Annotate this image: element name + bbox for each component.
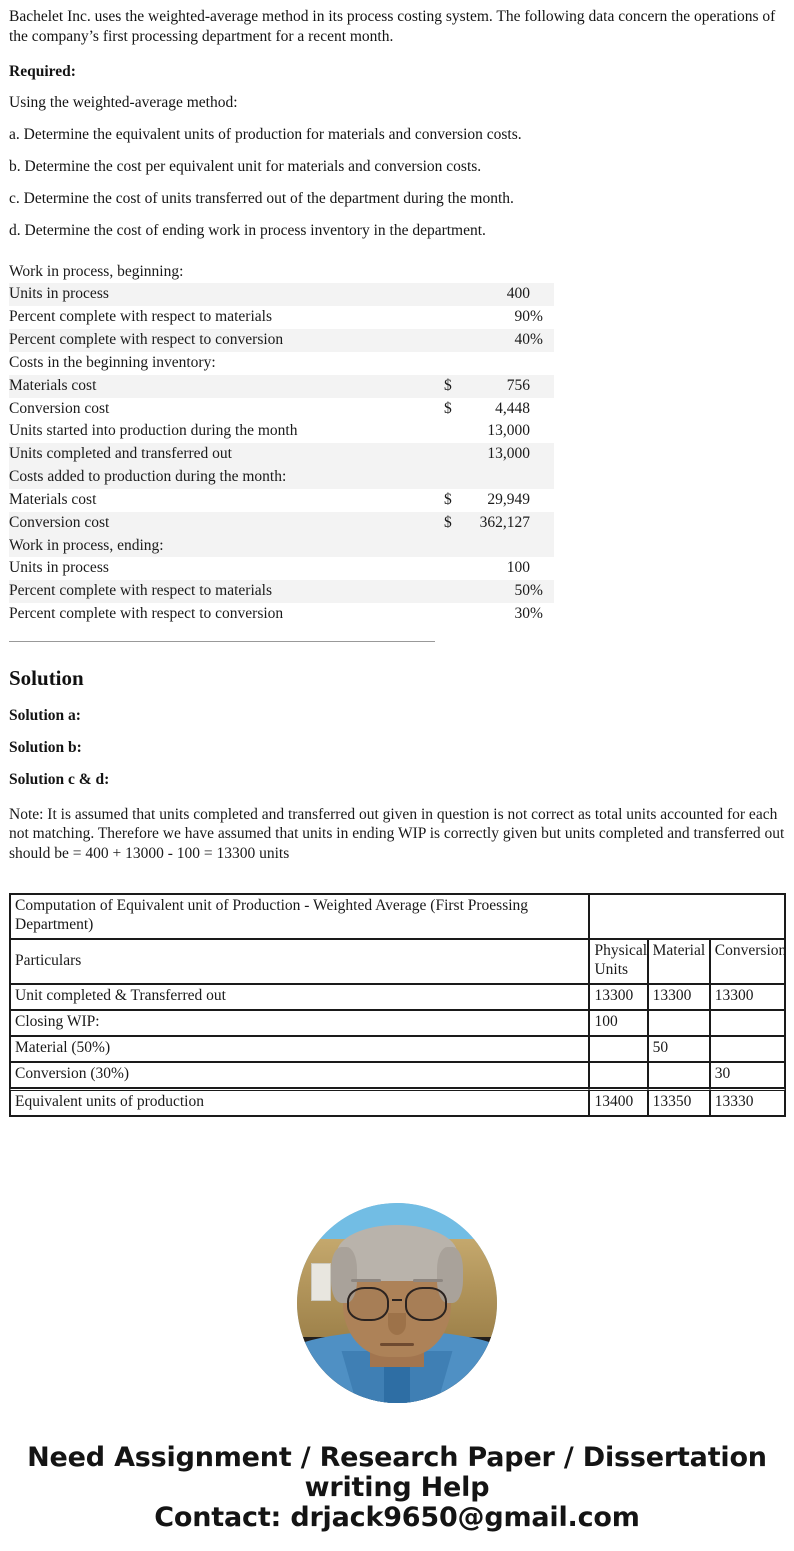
row-gap [436,489,444,512]
row-gap [436,557,444,580]
cell-conversion: 30 [710,1062,785,1088]
row-gap [436,329,444,352]
row-suffix [530,420,554,443]
row-value: 30 [514,605,530,623]
header-particulars: Particulars [10,939,589,984]
row-currency [444,420,458,443]
row-label: Percent complete with respect to conversion [9,329,436,352]
row-label: Costs in the beginning inventory: [9,353,216,371]
row-label: Work in process, beginning: [9,262,184,280]
row-label: Costs added to production during the month: [9,466,436,489]
avatar-nose [388,1313,406,1335]
table-row [9,375,554,398]
cell-material [648,1010,710,1036]
cell-material [648,1062,710,1088]
row-value: 100 [506,559,530,577]
computation-table [9,893,786,1117]
row-label: Percent complete with respect to materials [9,580,436,603]
row-currency: $ [444,375,458,398]
given-data-table [9,261,554,644]
row-label: Materials cost [9,375,436,398]
row-gap [436,512,444,535]
solution-part-b: Solution b: [9,738,82,756]
row-currency [444,306,458,329]
table-row [9,306,554,329]
footer-advert [9,1403,785,1551]
row-currency [444,443,458,466]
row-suffix [530,352,554,375]
cell-particulars: Unit completed & Transferred out [10,984,589,1010]
row-currency [444,329,458,352]
row-value: 90 [514,308,530,326]
given-data-section [9,247,785,644]
table-row [9,329,554,352]
cell-physical-units [589,1062,647,1088]
row-suffix: % [530,308,543,326]
row-currency [444,352,458,375]
computation-title-row [10,894,785,939]
cell-conversion: 13330 [710,1088,785,1116]
avatar-eyebrow-left [351,1279,381,1282]
row-value [458,466,530,489]
row-label: Materials cost [9,490,97,508]
row-suffix [530,261,554,284]
row-gap [436,443,444,466]
table-row [9,512,554,535]
avatar [297,1203,497,1403]
row-label: Conversion cost [9,512,436,535]
row-currency [444,261,458,284]
required-label: Required: [9,62,76,80]
row-gap [436,535,444,558]
footer-line-2: writing Help [304,1471,490,1503]
row-currency: $ [444,399,452,417]
table-row [9,466,554,489]
row-suffix: % [530,329,554,352]
footer-line-1: Need Assignment / Research Paper / Dissertation [27,1441,767,1473]
row-currency [444,603,458,626]
row-gap [436,466,444,489]
table-row [9,580,554,603]
row-label: Percent complete with respect to conversion [9,605,284,623]
row-suffix [530,535,554,558]
method-line: Using the weighted-average method: [9,94,238,112]
row-suffix [530,489,554,512]
row-label: Percent complete with respect to materials [9,308,272,326]
cell-particulars: Material (50%) [10,1036,589,1062]
table-bottom-rule-cell [9,626,554,644]
avatar-eyeglass-left [347,1287,389,1321]
row-gap [436,398,444,421]
cell-physical-units: 13400 [589,1088,647,1116]
cell-particulars: Conversion (30%) [10,1062,589,1088]
row-suffix [530,283,554,306]
row-value: 40 [458,329,530,352]
row-suffix [530,512,554,535]
table-row [9,535,554,558]
computation-title-cell: Computation of Equivalent unit of Production - Weighted Average (First Proessing Department) [10,894,589,939]
table-row [9,261,554,284]
avatar-background-switch [311,1263,331,1301]
row-suffix: % [530,580,554,603]
header-material: Material [648,939,710,984]
row-value: 4,448 [495,399,530,417]
computation-title-blank-cell [589,894,785,939]
footer-line-3: Contact: drjack9650@gmail.com [154,1502,640,1534]
cell-particulars: Closing WIP: [10,1010,589,1036]
question-item-d: d. Determine the cost of ending work in process inventory in the department. [9,221,486,239]
cell-conversion [710,1036,785,1062]
cell-physical-units [589,1036,647,1062]
row-suffix: % [530,605,543,623]
row-gap [436,306,444,329]
assumption-note: Note: It is assumed that units completed and transferred out given in question is not correct as total units accounted for each not matching. Therefore we have assumed that units in ending WIP is correctly given but units completed and transferred out should be = 400 + 13000 - 100 = 13300 units [9,805,785,863]
table-row [9,420,554,443]
row-value [458,352,530,375]
table-row [9,352,554,375]
row-gap [436,420,444,443]
row-gap [436,283,444,306]
row-value: 400 [458,283,530,306]
table-bottom-rule-row [9,626,554,644]
table-row [9,443,554,466]
table-row [9,398,554,421]
row-label: Units in process [9,559,109,577]
computation-row [10,1010,785,1036]
row-value: 756 [458,375,530,398]
row-gap [436,352,444,375]
cell-material: 13300 [648,984,710,1010]
row-label: Units in process [9,283,436,306]
table-row [9,557,554,580]
table-row [9,603,554,626]
computation-total-row [10,1088,785,1116]
avatar-eyeglass-bridge [392,1299,402,1302]
row-currency [444,557,458,580]
cell-physical-units: 13300 [589,984,647,1010]
cell-conversion [710,1010,785,1036]
avatar-eyeglass-right [405,1287,447,1321]
row-label: Units completed and transferred out [9,443,436,466]
row-currency [444,580,458,603]
intro-paragraph: Bachelet Inc. uses the weighted-average method in its process costing system. The following data concern the operations of the company’s first processing department for a recent month. [9,8,776,45]
computation-section [9,874,785,1117]
row-suffix [530,398,554,421]
header-physical-units: Physical Units [589,939,647,984]
table-bottom-rule [9,627,435,642]
computation-row [10,1062,785,1088]
cell-material: 50 [648,1036,710,1062]
solution-part-a: Solution a: [9,707,81,725]
cell-material: 13350 [648,1088,710,1116]
question-item-a: a. Determine the equivalent units of production for materials and conversion costs. [9,126,522,144]
computation-header-row [10,939,785,984]
avatar-eyebrow-right [413,1279,443,1282]
row-value [458,261,530,284]
row-suffix [530,557,554,580]
row-gap [436,580,444,603]
row-value [458,535,530,558]
computation-row [10,1036,785,1062]
question-item-c: c. Determine the cost of units transferred out of the department during the month. [9,189,514,207]
cell-physical-units: 100 [589,1010,647,1036]
row-suffix [530,375,554,398]
solution-heading: Solution [9,665,84,690]
row-label: Conversion cost [9,399,110,417]
row-currency: $ [444,512,458,535]
question-item-b: b. Determine the cost per equivalent unit for materials and conversion costs. [9,158,482,176]
table-row [9,489,554,512]
row-label: Work in process, ending: [9,535,436,558]
header-conversion: Conversion [710,939,785,984]
row-gap [436,603,444,626]
computation-row [10,984,785,1010]
row-value: 50 [458,580,530,603]
row-label: Units started into production during the month [9,422,298,440]
row-gap [436,261,444,284]
row-suffix [530,466,554,489]
row-currency: $ [444,490,452,508]
row-value: 13,000 [458,443,530,466]
cell-conversion: 13300 [710,984,785,1010]
row-suffix [530,443,554,466]
row-currency [444,535,458,558]
row-currency [444,283,458,306]
table-row [9,283,554,306]
row-value: 362,127 [458,512,530,535]
cell-particulars: Equivalent units of production [10,1088,589,1116]
row-value: 29,949 [487,490,530,508]
avatar-block [9,1117,785,1403]
row-value: 13,000 [487,422,530,440]
row-currency [444,466,458,489]
solution-part-cd: Solution c & d: [9,770,110,788]
row-gap [436,375,444,398]
avatar-mouth [380,1343,414,1346]
